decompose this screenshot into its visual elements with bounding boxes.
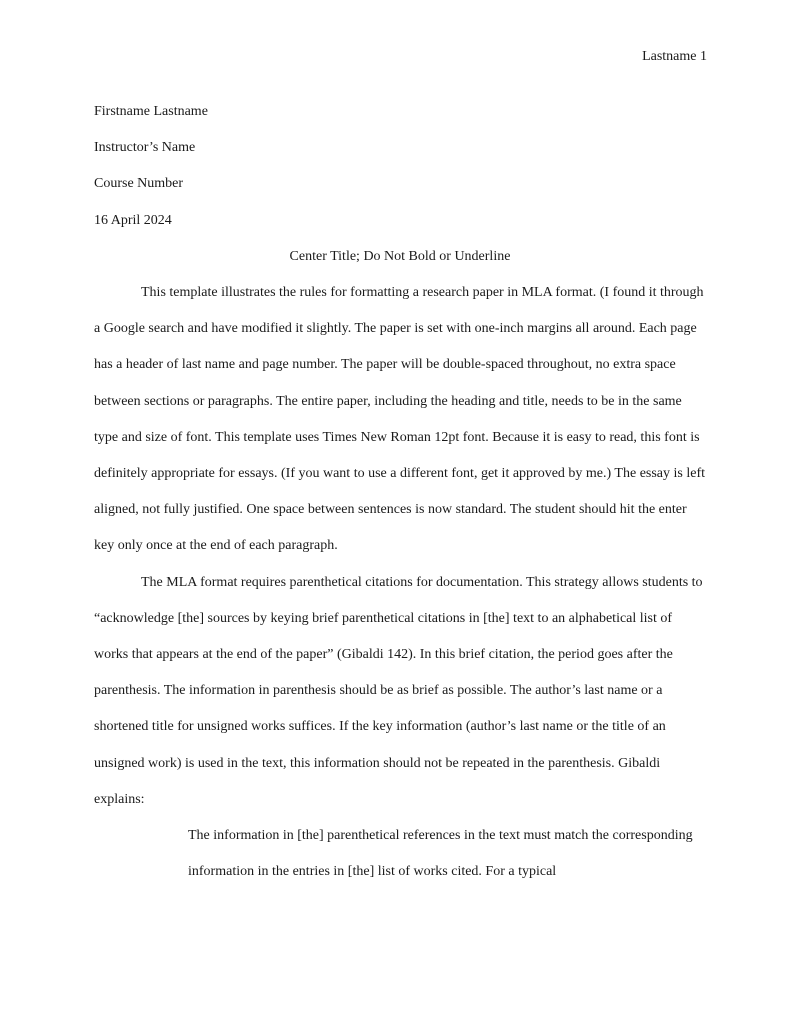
student-name: Firstname Lastname — [94, 104, 208, 119]
course-number: Course Number — [94, 176, 184, 192]
paragraph-intro: This template illustrates the rules for formatting a research paper in MLA format. (I found it through a Google search and have modified it slightly. The paper is set with one-inch margins all around. Each page has a header of last name and page number. The paper will be double-spaced throughout, no extra space between sections or paragraphs. The entire paper, including the heading and title, needs to be in the same type and size of font. This template uses Times New Roman 12pt font. Because it is easy to read, this font is definitely appropriate for essays. (If you want to use a different font, get it approved by me.) The essay is left aligned, not fully justified. One space between sentences is now standard. The student should hit the enter key only once at the end of each paragraph. — [94, 285, 706, 554]
instructor-name: Instructor’s Name — [94, 140, 196, 156]
paper-title: Center Title; Do Not Bold or Underline — [289, 248, 511, 264]
paper-date: 16 April 2024 — [94, 212, 172, 228]
running-header: Lastname 1 — [642, 49, 707, 64]
paper-body — [94, 94, 706, 890]
paragraph-citations: The MLA format requires parenthetical citations for documentation. This strategy allows students to “acknowledge [the] sources by keying brief parenthetical citations in [the] text to an alphabetical list of works that appears at the end of the paper” (Gibaldi 142). In this brief citation, the period goes after the parenthesis. The information in parenthesis should be as brief as possible. The author’s last name or a shortened title for unsigned works suffices. If the key information (author’s last name or the title of an unsigned work) is used in the text, this information should not be repeated in the parenthesis. Gibaldi explains: — [94, 574, 703, 807]
block-quote: The information in [the] parenthetical references in the text must match the corresponding information in the entries in [the] list of works cited. For a typical — [188, 828, 693, 880]
